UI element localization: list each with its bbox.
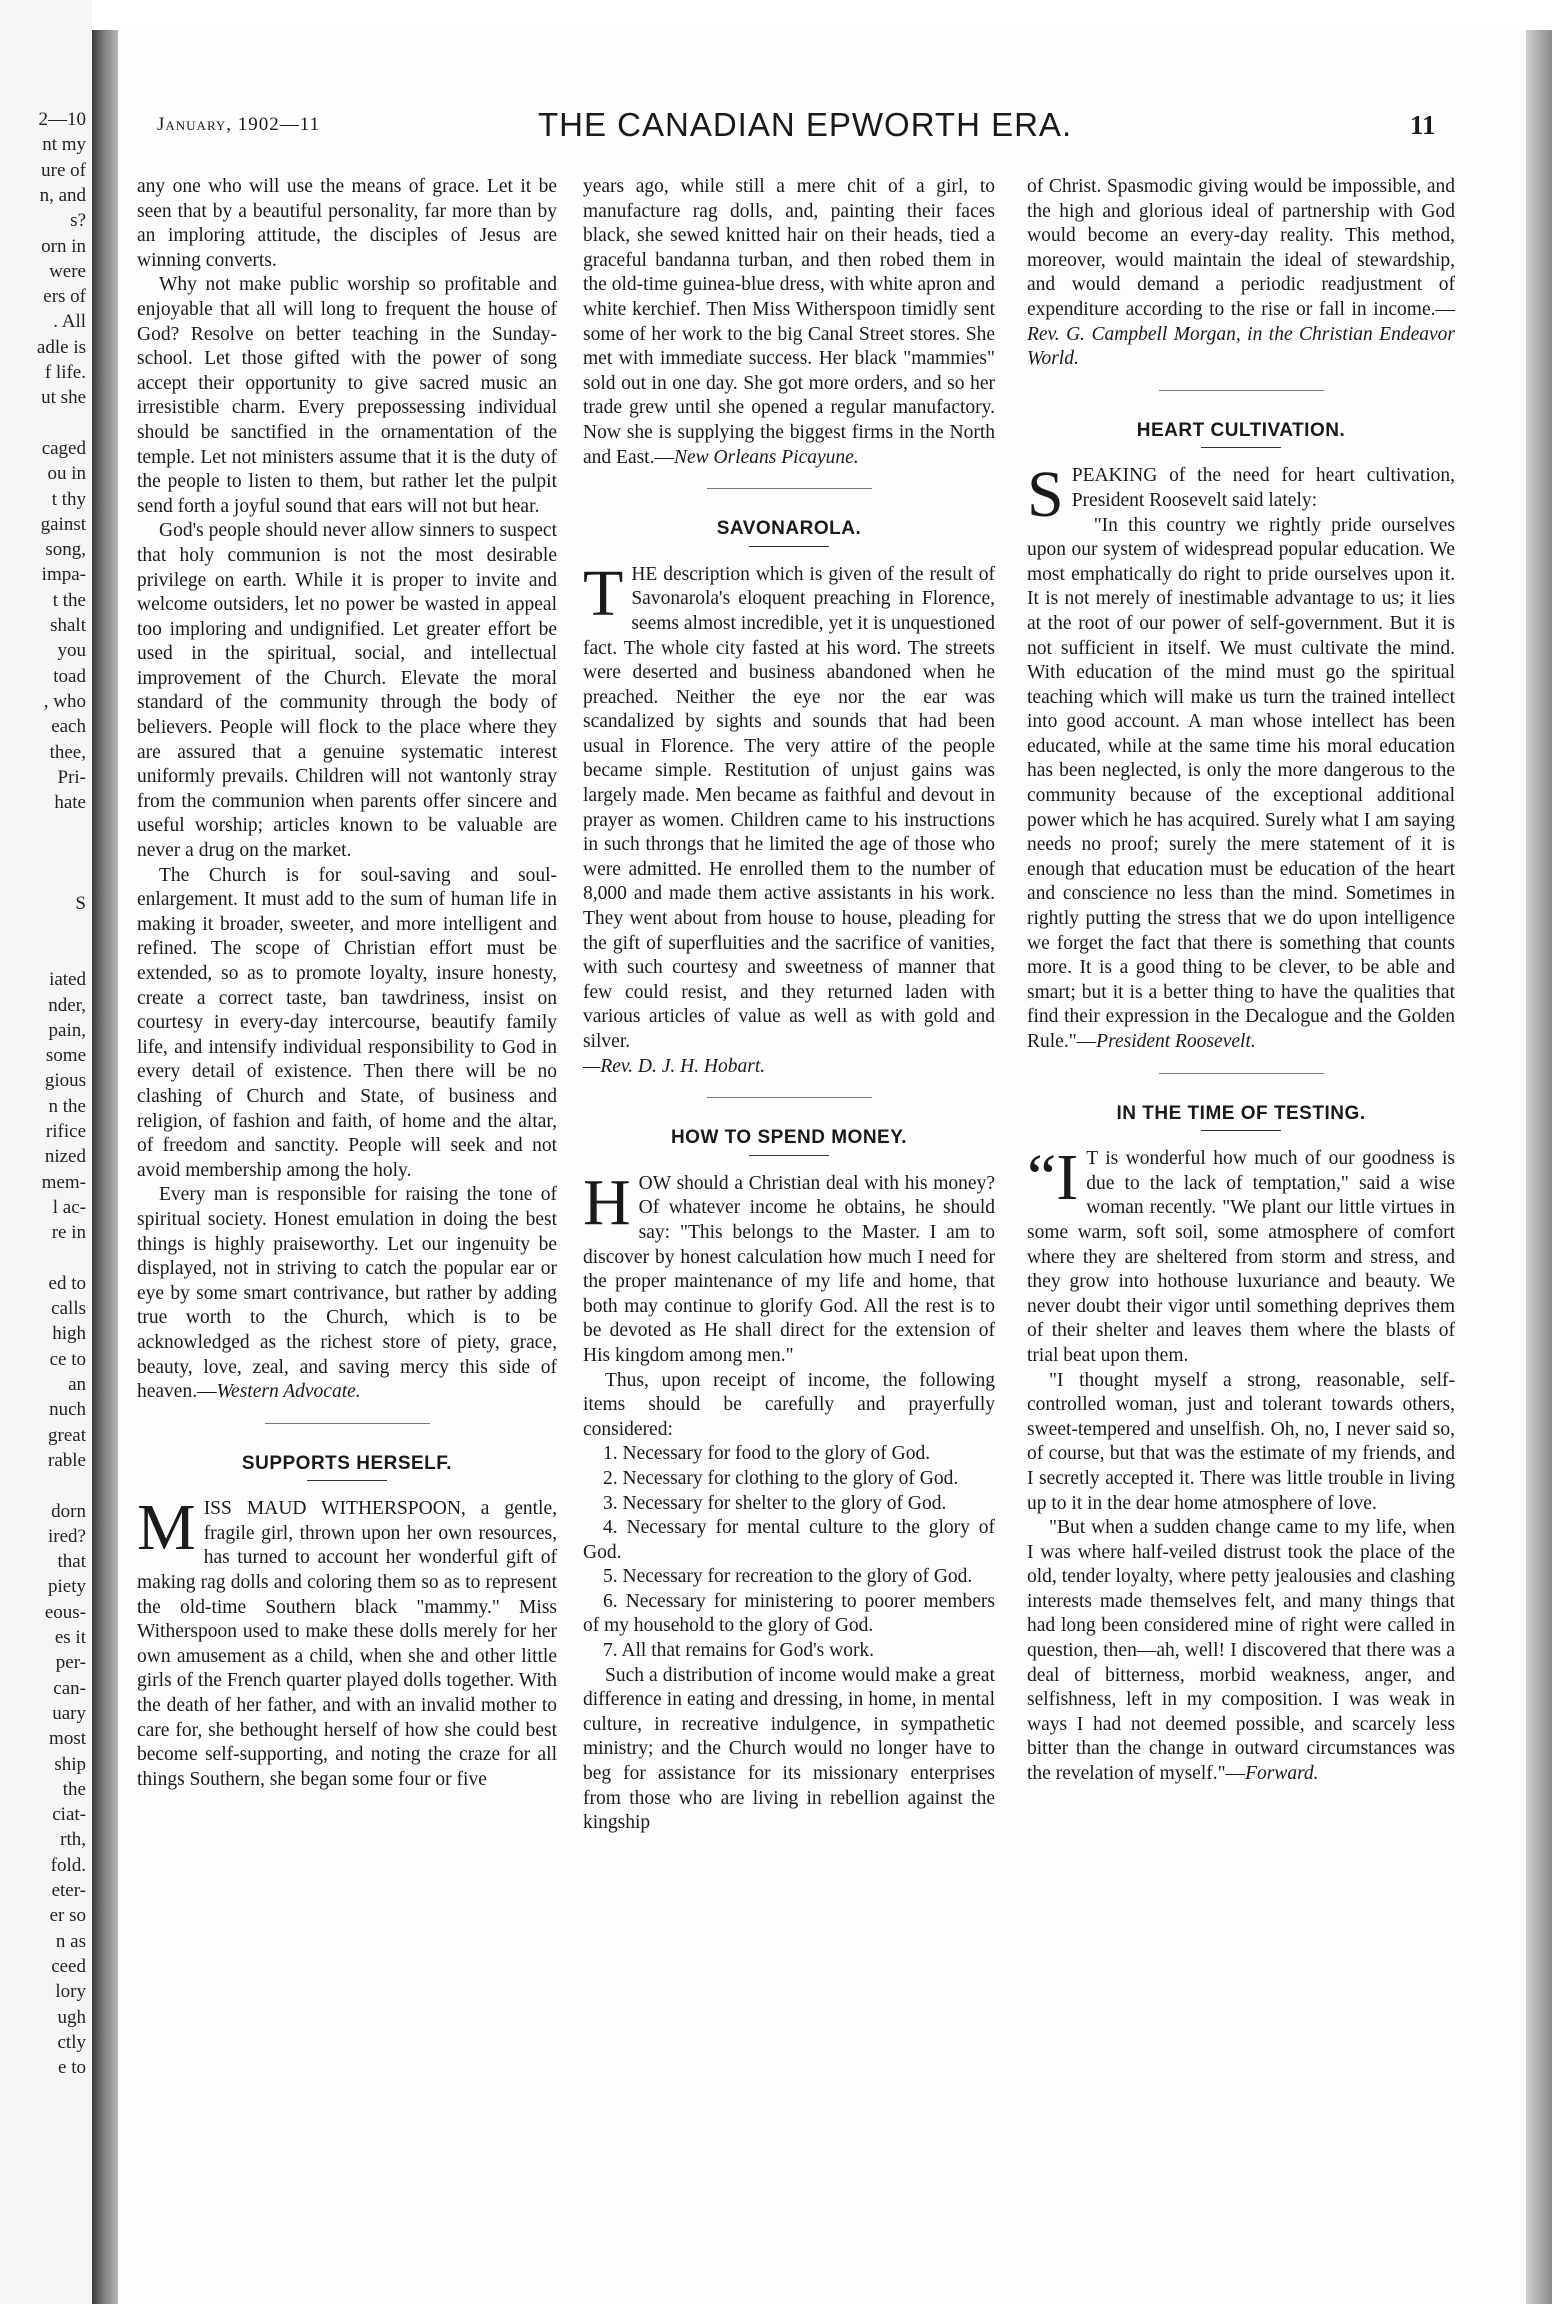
list-item: 7. All that remains for God's work. (603, 1640, 875, 1662)
article-separator (1159, 1073, 1324, 1074)
heading-rule (307, 1480, 387, 1481)
scan-top-margin (0, 0, 1552, 30)
margin-fragment: t the (52, 589, 86, 611)
paragraph (137, 1183, 557, 1404)
paragraph-text: years ago, while still a mere chit of a girl, to manufacture rag dolls, and, painting their faces black, she sewed knitted hair on their heads, tied a graceful bandanna turban, and then robed them in the old-time guinea-blue dress, with white apron and white kerchief. Then Miss Witherspoon timidly sent some of her work to the big Canal Street stores. She met with immediate success. Her black "mammies" sold out in one day. She got more orders, and so her trade grew until she opened a regular manufactory. Now she is supplying the biggest firms in the North and East.— (583, 176, 995, 468)
issue-date: January, 1902—11 (157, 114, 321, 135)
margin-fragment: lory (55, 1981, 86, 2003)
margin-fragment: an (68, 1374, 86, 1395)
margin-fragment: ugh (57, 2006, 86, 2028)
paragraph (583, 1165, 995, 1369)
margin-fragment: pain, (48, 1019, 86, 1041)
paragraph (137, 1491, 557, 1792)
drop-cap: S (1027, 458, 1064, 532)
margin-fragment: great (48, 1424, 86, 1446)
margin-fragment: thee, (49, 741, 86, 763)
list-item: 1. Necessary for food to the glory of God. (603, 1443, 931, 1465)
paragraph-text: "In this country we rightly pride ourselves upon our system of widespread popular education. We most emphatically do right to pride ourselves upon it. It is not merely of inestimable advantage to us; it lies at the root of our power of self-government. But it is not sufficient in itself. We must cultivate the mind. With education of the mind must go the spiritual teaching which will make us turn the trained intellect into good account. A man whose intellect has been educated, while at the same time his moral education has been neglected, is only the more dangerous to the community because of the exceptional additional power which he has acquired. Surely what I am saying needs no proof; surely the mere statement of it is enough that education must be education of the heart and conscience no less than the mind. Sometimes in rightly putting the stress that we do upon intelligence we forget the fact that there is something that counts more. It is a good thing to be clever, to be able and smart; but it is a better thing to have the qualities that find their expression in the Decalogue and the Golden Rule."— (1027, 514, 1455, 1052)
margin-fragment: ce to (49, 1348, 86, 1370)
margin-fragment: toad (53, 665, 86, 687)
paragraph-text: PEAKING of the need for heart cultivation, President Roosevelt said lately: (1071, 465, 1455, 511)
heading-rule (1201, 447, 1281, 448)
margin-fragment: mem- (41, 1171, 86, 1193)
heading-in-the-time-of-testing: IN THE TIME OF TESTING. (1116, 1102, 1366, 1124)
margin-fragment: er so (49, 1905, 86, 1927)
margin-fragment: rable (48, 1449, 86, 1471)
margin-fragment: n as (55, 1930, 86, 1952)
margin-fragment: nt my (42, 134, 86, 156)
citation: New Orleans Picayune. (673, 446, 859, 468)
citation: Western Advocate. (216, 1381, 361, 1403)
margin-fragment: shalt (50, 615, 86, 636)
margin-fragment: ers of (43, 286, 86, 308)
margin-fragment: ou in (47, 463, 86, 485)
paragraph-text: ISS MAUD WITHERSPOON, a gentle, fragile girl, thrown upon her own resources, has turned to account her wonderful gift of making rag dolls and coloring them so as to represent the old-time Southern black "mammy." Miss Witherspoon used to make these dolls merely for her own amusement as a child, when she and other little girls of the French quarter played dolls together. With the death of her father, and with an invalid mother to care for, she bethought herself of how she could best become self-supporting, and noting the craze for all things Southern, she began some four or five (137, 1498, 557, 1790)
margin-fragment: dorn (51, 1500, 86, 1522)
margin-fragment: ut she (41, 387, 86, 409)
margin-fragment: es it (54, 1627, 86, 1648)
column-3 (1027, 175, 1455, 1787)
list-item: 3. Necessary for shelter to the glory of God. (603, 1492, 947, 1514)
paragraph: any one who will use the means of grace. Let it be seen that by a beautiful personality, far more than by an imploring attitude, the disciples of Jesus are winning converts. (137, 176, 557, 271)
citation: Rev. G. Campbell Morgan, in the Christian Endeavor World. (1027, 323, 1455, 370)
paragraph: The Church is for soul-saving and soul-enlargement. It must add to the sum of human life in making it broader, sweeter, and more intelligent and refined. The scope of Christian effort must be extended, so as to promote loyalty, insure honesty, create a correct taste, ban tawdriness, insist on courtesy in every-day intercourse, beautify family life, and intensify individual responsibility to God in every detail of existence. Then there will be no clashing of Church and State, of business and religion, of fashion and faith, of home and the altar, of freedom and sanctity. People will seek and not avoid membership among the holy. (137, 864, 557, 1181)
margin-fragment: each (51, 716, 86, 738)
paragraph: "I thought myself a strong, reasonable, self-controlled woman, just and tolerant towards others, sweet-tempered and unselfish. Oh, no, I never said so, of course, but that was the estimate of my friends, and I secretly accepted it. There was little trouble in living up to it in the dear home atmosphere of love. (1027, 1369, 1455, 1514)
margin-fragment: ship (54, 1753, 86, 1775)
margin-fragment: were (49, 260, 86, 282)
margin-fragment: gainst (40, 513, 86, 535)
paragraph-text: T is wonderful how much of our goodness is due to the lack of temptation," said a wise woman recently. "We plant our little virtues in some warm, soft soil, some atmosphere of comfort where they are sheltered from storm and stress, and they grow into hothouse luxuriance and beauty. We never doubt their vigor until something deprives them of their shelter and leaves them where the blasts of trial beat upon them. (1027, 1148, 1455, 1366)
margin-fragment: caged (41, 437, 86, 459)
drop-cap: H (583, 1165, 631, 1239)
drop-cap: “I (1027, 1141, 1079, 1215)
facing-page-strip (0, 0, 92, 2304)
article-separator (707, 488, 872, 489)
margin-fragment: calls (51, 1298, 86, 1320)
margin-fragment: impa- (41, 564, 86, 586)
margin-fragment: song, (45, 539, 86, 561)
paragraph (1027, 458, 1455, 532)
paragraph: Thus, upon receipt of income, the following items should be carefully and prayerfully considered: (583, 1369, 995, 1440)
paragraph (1027, 1141, 1455, 1368)
margin-fragment: , who (43, 690, 86, 712)
margin-fragment: most (49, 1728, 86, 1750)
margin-fragment: gious (44, 1070, 86, 1092)
margin-fragment: n the (48, 1095, 86, 1117)
margin-fragment: ed to (48, 1272, 86, 1294)
paragraph (1027, 175, 1455, 372)
drop-cap: T (583, 556, 624, 630)
heading-rule (749, 546, 829, 547)
margin-fragment: you (57, 640, 86, 662)
margin-fragment: eous- (44, 1601, 86, 1623)
page-number: 11 (1410, 110, 1436, 140)
paragraph: Such a distribution of income would make a great difference in eating and dressing, in home, in mental culture, in recreative indulgence, in sympathetic ministry; and the Church would no longer have to beg for assistance for its missionary enterprises from those who are living in rebellion against the kingship (583, 1664, 995, 1834)
margin-fragment: the (62, 1778, 86, 1800)
margin-fragment: piety (48, 1576, 86, 1598)
margin-fragment: e to (58, 2057, 86, 2079)
margin-fragment: ure of (41, 159, 86, 181)
margin-fragment: S (75, 893, 86, 915)
margin-fragment: l ac- (52, 1196, 86, 1218)
article-separator (707, 1097, 872, 1098)
paragraph (583, 556, 995, 1079)
margin-fragment: that (57, 1551, 86, 1573)
margin-fragment: some (45, 1045, 86, 1067)
heading-rule (749, 1155, 829, 1156)
paragraph-text: OW should a Christian deal with his money? Of whatever income he obtains, he should say: "This belongs to the Master. I am to discover by honest calculation how much I need for the proper maintenance of my life and home, that both may continue to glorify God. All the rest is to be devoted as He shall direct for the extension of His kingdom among men." (583, 1172, 995, 1366)
margin-fragment: fold. (50, 1854, 86, 1876)
drop-cap: M (137, 1491, 196, 1565)
margin-fragment: nized (44, 1146, 86, 1168)
list-item: 2. Necessary for clothing to the glory of God. (603, 1467, 959, 1489)
margin-fragment: hate (54, 792, 86, 814)
paragraph-text: "But when a sudden change came to my life, when I was where half-veiled distrust took the place of the old, tender loyalty, where petty jealousies and clashing interests made themselves felt, and many things that had long been considered mine of right were called in question, then—ah, well! I discovered that there was a deal of bitterness, morbid weakness, anger, and selfishness, left in my composition. I was weak in ways I had not deemed possible, and scarcely less bitter than the change in outward circumstances was the revelation of myself."— (1027, 1517, 1455, 1785)
column-1 (137, 175, 557, 1792)
margin-fragment: can- (53, 1677, 86, 1699)
paragraph-text: of Christ. Spasmodic giving would be impossible, and the high and glorious ideal of partnership with God would become an every-day reality. This method, moreover, would maintain the ideal of stewardship, and would demand a periodic readjustment of expenditure according to the rise or fall in income.— (1027, 176, 1455, 320)
paragraph: God's people should never allow sinners to suspect that holy communion is not the most desirable privilege on earth. While it is proper to invite and welcome outsiders, let no power be wasted in appeal too imploring and undignified. Let greater effort be used in the spiritual, social, and intellectual improvement of the Church. Elevate the moral standard of the community through the body of believers. People will flock to the place where they are assured that a genuine systematic interest uniformly prevails. Children will not wantonly stray from the communion when parents offer sincere and useful worship; articles known to be valuable are never a drug on the market. (137, 520, 557, 862)
margin-fragment: f life. (44, 362, 86, 383)
paragraph (583, 175, 995, 470)
paragraph-text: Every man is responsible for raising the tone of spiritual society. Honest emulation in doing the best things is highly praiseworthy. Let our ingenuity be displayed, not in striving to catch the popular ear or eye by some smart contrivance, but rather by adding true worth to the Church, which is to be acknowledged as the richest store of piety, grace, beauty, love, zeal, and saving mercy this side of heaven.— (137, 1184, 557, 1403)
margin-fragment: iated (49, 969, 86, 991)
heading-savonarola: SAVONAROLA. (716, 518, 862, 540)
margin-fragment: rth, (60, 1829, 86, 1851)
margin-fragment: t thy (51, 488, 86, 510)
paragraph (1027, 514, 1455, 1055)
margin-fragment: nuch (49, 1399, 86, 1421)
heading-supports-herself: SUPPORTS HERSELF. (241, 1452, 453, 1474)
margin-fragment: high (52, 1323, 86, 1345)
article-separator (265, 1423, 430, 1424)
margin-fragment: per- (55, 1652, 86, 1674)
margin-fragment: n, and (39, 184, 86, 206)
margin-fragment: 2—10 (38, 109, 86, 130)
margin-fragment: uary (52, 1702, 86, 1724)
margin-fragment: eter- (51, 1880, 86, 1901)
margin-fragment: nder, (48, 994, 86, 1016)
citation: President Roosevelt. (1096, 1031, 1256, 1052)
margin-fragment: orn in (41, 235, 86, 257)
margin-fragment: ctly (57, 2031, 86, 2053)
margin-fragment: s? (70, 210, 86, 232)
margin-fragment: adle is (36, 336, 86, 358)
paragraph-text: HE description which is given of the result of Savonarola's eloquent preaching in Florence, seems almost incredible, yet it is unquestioned fact. The whole city fasted at his word. The streets were deserted and business abandoned when he preached. Neither the eye nor the ear was scandalized by sights and sounds that had been usual in Florence. The very attire of the people became simple. Restitution of unjust gains was largely made. Men became as faithful and devout in prayer as women. Children came to his instructions in such throngs that he limited the age of those who were admitted. He enrolled them to the number of 8,000 and made them active assistants in his work. They went about from house to house, pleading for the gift of superfluities and the sacrifice of vanities, with such courtesy and sweetness of manner that few could resist, and they returned laden with various articles of value as well as with gold and silver. (583, 563, 995, 1052)
paragraph: Why not make public worship so profitable and enjoyable that all will long to frequent the house of God? Resolve on better teaching in the Sunday-school. Let those gifted with the power of song accept their opportunity to give sacred music an irresistible charm. Every prepossessing individual should be sanctified in the ornamentation of the temple. Let not ministers assume that it is the duty of the people to listen to them, but rather let the pulpit send forth a joyful sound that ears will not but hear. (137, 274, 557, 517)
margin-fragment: . All (53, 311, 86, 333)
citation: Forward. (1245, 1763, 1319, 1785)
paragraph (1027, 1516, 1455, 1787)
list-item: 5. Necessary for recreation to the glory of God. (603, 1566, 973, 1588)
margin-fragment: rifice (45, 1121, 86, 1142)
heading-heart-cultivation: HEART CULTIVATION. (1136, 419, 1346, 441)
margin-fragment: ceed (51, 1955, 86, 1977)
margin-fragment: Pri- (57, 766, 86, 788)
heading-how-to-spend-money: HOW TO SPEND MONEY. (670, 1127, 908, 1149)
column-2 (583, 175, 995, 1836)
page-right-edge (1526, 30, 1552, 2304)
list-item: 4. Necessary for mental culture to the glory of God. (583, 1517, 995, 1563)
page-binding (92, 30, 118, 2304)
masthead-title: THE CANADIAN EPWORTH ERA. (538, 106, 1073, 143)
margin-fragment: ired? (48, 1525, 86, 1547)
margin-fragment: ciat- (52, 1804, 86, 1826)
citation: —Rev. D. J. H. Hobart. (583, 1055, 766, 1077)
margin-fragment: re in (51, 1222, 86, 1244)
article-separator (1159, 390, 1324, 391)
list-item: 6. Necessary for ministering to poorer members of my household to the glory of God. (583, 1590, 995, 1637)
heading-rule (1201, 1130, 1281, 1131)
